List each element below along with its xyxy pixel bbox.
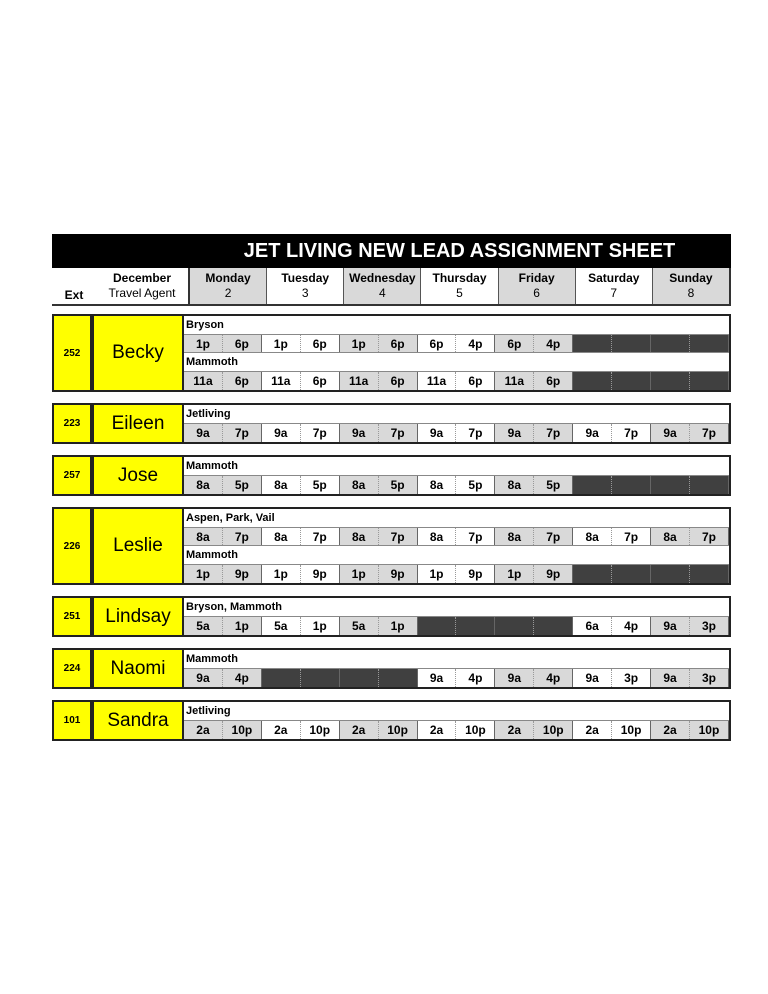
shift-end-time: 9p <box>223 565 262 583</box>
shift-start-time: 9a <box>495 424 534 442</box>
shift-start-time: 9a <box>184 669 223 687</box>
day-header-monday <box>190 268 267 304</box>
agent-extension: 226 <box>52 509 92 583</box>
sheet-title: JET LIVING NEW LEAD ASSIGNMENT SHEET <box>243 240 676 262</box>
shift-end-time: 4p <box>456 335 495 352</box>
shift-end-time: 3p <box>690 669 729 687</box>
shift-start-time: 8a <box>418 528 457 545</box>
off-cell <box>418 617 457 635</box>
off-cell <box>690 565 729 583</box>
agent-schedule <box>184 457 729 494</box>
shift-start-time: 9a <box>418 669 457 687</box>
shift-times-row <box>184 564 729 583</box>
off-cell <box>301 669 340 687</box>
day-name: Wednesday <box>349 271 416 285</box>
agent-row-lindsay <box>52 596 731 637</box>
shift-end-time: 5p <box>456 476 495 494</box>
shift-end-time: 6p <box>301 372 340 390</box>
shift-end-time: 7p <box>534 528 573 545</box>
shift-end-time: 7p <box>690 528 729 545</box>
day-name: Saturday <box>588 271 640 285</box>
shift-start-time: 6p <box>495 335 534 352</box>
day-headers <box>188 268 731 304</box>
shift-end-time: 10p <box>223 721 262 739</box>
day-date: 4 <box>379 286 386 300</box>
shift-end-time: 6p <box>301 335 340 352</box>
shift-end-time: 7p <box>690 424 729 442</box>
shift-end-time: 10p <box>690 721 729 739</box>
day-date: 7 <box>610 286 618 300</box>
off-cell <box>340 669 379 687</box>
off-cell <box>690 372 729 390</box>
shift-end-time: 7p <box>223 528 262 545</box>
shift-start-time: 8a <box>340 476 379 494</box>
shift-start-time: 2a <box>340 721 379 739</box>
agent-name: Jose <box>92 457 184 494</box>
shift-end-time: 5p <box>534 476 573 494</box>
off-cell <box>456 617 495 635</box>
agent-extension: 257 <box>52 457 92 494</box>
shift-start-time: 2a <box>262 721 301 739</box>
shift-end-time: 10p <box>534 721 573 739</box>
shift-end-time: 3p <box>612 669 651 687</box>
shift-start-time: 9a <box>418 424 457 442</box>
off-cell <box>534 617 573 635</box>
shift-start-time: 9a <box>651 424 690 442</box>
off-cell <box>573 565 612 583</box>
shift-end-time: 5p <box>301 476 340 494</box>
shift-end-time: 5p <box>379 476 418 494</box>
shift-start-time: 8a <box>184 476 223 494</box>
shift-end-time: 7p <box>534 424 573 442</box>
shift-end-time: 9p <box>379 565 418 583</box>
month-label: December <box>112 271 172 285</box>
travel-agent-label: Travel Agent <box>108 286 176 300</box>
shift-start-time: 2a <box>495 721 534 739</box>
shift-start-time: 2a <box>184 721 223 739</box>
shift-times-row <box>184 475 729 494</box>
day-name: Sunday <box>669 271 713 285</box>
location-label: Jetliving <box>184 405 729 423</box>
agent-schedule <box>184 405 729 442</box>
location-label: Mammoth <box>184 457 729 475</box>
shift-start-time: 8a <box>184 528 223 545</box>
shift-end-time: 9p <box>456 565 495 583</box>
agent-extension: 251 <box>52 598 92 635</box>
shift-start-time: 9a <box>340 424 379 442</box>
column-header <box>52 268 731 306</box>
shift-start-time: 8a <box>262 476 301 494</box>
agent-schedule <box>184 702 729 739</box>
shift-start-time: 11a <box>340 372 379 390</box>
shift-start-time: 1p <box>262 565 301 583</box>
off-cell <box>573 372 612 390</box>
shift-start-time: 5a <box>262 617 301 635</box>
shift-times-row <box>184 616 729 635</box>
day-header-friday <box>499 268 576 304</box>
day-name: Tuesday <box>281 271 330 285</box>
location-label: Mammoth <box>184 353 729 371</box>
agent-name: Eileen <box>92 405 184 442</box>
shift-end-time: 5p <box>223 476 262 494</box>
shift-start-time: 9a <box>184 424 223 442</box>
agent-schedule <box>184 650 729 687</box>
day-name: Monday <box>205 271 251 285</box>
location-label: Aspen, Park, Vail <box>184 509 729 527</box>
agent-row-jose <box>52 455 731 496</box>
shift-end-time: 4p <box>534 335 573 352</box>
off-cell <box>690 335 729 352</box>
shift-end-time: 6p <box>223 335 262 352</box>
day-date: 6 <box>533 286 540 300</box>
shift-end-time: 9p <box>301 565 340 583</box>
shift-end-time: 10p <box>379 721 418 739</box>
off-cell <box>651 476 690 494</box>
shift-end-time: 10p <box>612 721 651 739</box>
shift-end-time: 1p <box>223 617 262 635</box>
shift-start-time: 1p <box>418 565 457 583</box>
day-date: 5 <box>456 286 463 300</box>
off-cell <box>612 476 651 494</box>
shift-start-time: 9a <box>495 669 534 687</box>
location-label: Mammoth <box>184 650 729 668</box>
agent-row-eileen <box>52 403 731 444</box>
agent-name: Lindsay <box>92 598 184 635</box>
agent-row-becky <box>52 314 731 392</box>
shift-start-time: 9a <box>573 424 612 442</box>
shift-start-time: 1p <box>262 335 301 352</box>
off-cell <box>690 476 729 494</box>
shift-times-row <box>184 371 729 390</box>
off-cell <box>495 617 534 635</box>
shift-times-row <box>184 423 729 442</box>
shift-start-time: 8a <box>651 528 690 545</box>
shift-end-time: 1p <box>379 617 418 635</box>
shift-times-row <box>184 334 729 353</box>
day-header-tuesday <box>267 268 344 304</box>
shift-start-time: 8a <box>573 528 612 545</box>
shift-start-time: 2a <box>573 721 612 739</box>
shift-end-time: 3p <box>690 617 729 635</box>
agent-row-leslie <box>52 507 731 585</box>
off-cell <box>612 372 651 390</box>
shift-start-time: 8a <box>418 476 457 494</box>
shift-end-time: 7p <box>456 528 495 545</box>
agent-schedule <box>184 316 729 390</box>
shift-end-time: 10p <box>301 721 340 739</box>
day-date: 2 <box>224 286 232 300</box>
shift-end-time: 7p <box>379 528 418 545</box>
day-header-thursday <box>421 268 498 304</box>
shift-end-time: 6p <box>456 372 495 390</box>
off-cell <box>651 372 690 390</box>
shift-end-time: 7p <box>223 424 262 442</box>
agent-row-naomi <box>52 648 731 689</box>
agent-header <box>96 268 188 304</box>
ext-header: Ext <box>64 288 84 302</box>
shift-start-time: 8a <box>495 528 534 545</box>
shift-end-time: 10p <box>456 721 495 739</box>
agent-row-sandra <box>52 700 731 741</box>
shift-times-row <box>184 720 729 739</box>
shift-start-time: 9a <box>573 669 612 687</box>
shift-end-time: 9p <box>534 565 573 583</box>
shift-start-time: 11a <box>418 372 457 390</box>
agent-extension: 223 <box>52 405 92 442</box>
lead-assignment-sheet <box>52 234 731 741</box>
day-date: 8 <box>687 286 695 300</box>
agent-extension: 224 <box>52 650 92 687</box>
off-cell <box>573 476 612 494</box>
shift-times-row <box>184 527 729 546</box>
shift-start-time: 1p <box>184 565 223 583</box>
shift-end-time: 7p <box>456 424 495 442</box>
shift-start-time: 1p <box>184 335 223 352</box>
shift-start-time: 1p <box>340 335 379 352</box>
shift-end-time: 7p <box>301 424 340 442</box>
shift-end-time: 4p <box>534 669 573 687</box>
shift-start-time: 11a <box>262 372 301 390</box>
shift-end-time: 4p <box>456 669 495 687</box>
agent-name: Sandra <box>92 702 184 739</box>
shift-start-time: 8a <box>262 528 301 545</box>
day-header-saturday <box>576 268 653 304</box>
shift-start-time: 9a <box>262 424 301 442</box>
day-header-wednesday <box>344 268 421 304</box>
agent-name: Naomi <box>92 650 184 687</box>
off-cell <box>612 565 651 583</box>
shift-end-time: 4p <box>612 617 651 635</box>
off-cell <box>573 335 612 352</box>
agent-schedule <box>184 509 729 583</box>
off-cell <box>651 565 690 583</box>
agent-name: Leslie <box>92 509 184 583</box>
location-label: Jetliving <box>184 702 729 720</box>
shift-times-row <box>184 668 729 687</box>
off-cell <box>262 669 301 687</box>
shift-start-time: 9a <box>651 669 690 687</box>
shift-start-time: 5a <box>340 617 379 635</box>
shift-end-time: 7p <box>301 528 340 545</box>
shift-start-time: 8a <box>340 528 379 545</box>
shift-start-time: 6p <box>418 335 457 352</box>
shift-start-time: 8a <box>495 476 534 494</box>
off-cell <box>651 335 690 352</box>
location-label: Mammoth <box>184 546 729 564</box>
shift-start-time: 9a <box>651 617 690 635</box>
shift-start-time: 11a <box>184 372 223 390</box>
shift-end-time: 6p <box>223 372 262 390</box>
shift-end-time: 4p <box>223 669 262 687</box>
shift-end-time: 1p <box>301 617 340 635</box>
shift-start-time: 2a <box>651 721 690 739</box>
agent-extension: 101 <box>52 702 92 739</box>
shift-start-time: 11a <box>495 372 534 390</box>
shift-start-time: 2a <box>418 721 457 739</box>
off-cell <box>612 335 651 352</box>
agent-list <box>52 314 731 741</box>
shift-end-time: 6p <box>379 335 418 352</box>
shift-start-time: 5a <box>184 617 223 635</box>
shift-end-time: 6p <box>534 372 573 390</box>
day-name: Thursday <box>432 271 487 285</box>
shift-start-time: 1p <box>340 565 379 583</box>
title-bar <box>52 234 731 268</box>
agent-extension: 252 <box>52 316 92 390</box>
shift-end-time: 7p <box>379 424 418 442</box>
day-date: 3 <box>301 286 309 300</box>
day-header-sunday <box>653 268 731 304</box>
shift-start-time: 1p <box>495 565 534 583</box>
shift-end-time: 6p <box>379 372 418 390</box>
day-name: Friday <box>518 271 555 285</box>
shift-end-time: 7p <box>612 528 651 545</box>
location-label: Bryson, Mammoth <box>184 598 729 616</box>
agent-name: Becky <box>92 316 184 390</box>
off-cell <box>379 669 418 687</box>
agent-schedule <box>184 598 729 635</box>
shift-end-time: 7p <box>612 424 651 442</box>
location-label: Bryson <box>184 316 729 334</box>
shift-start-time: 6a <box>573 617 612 635</box>
